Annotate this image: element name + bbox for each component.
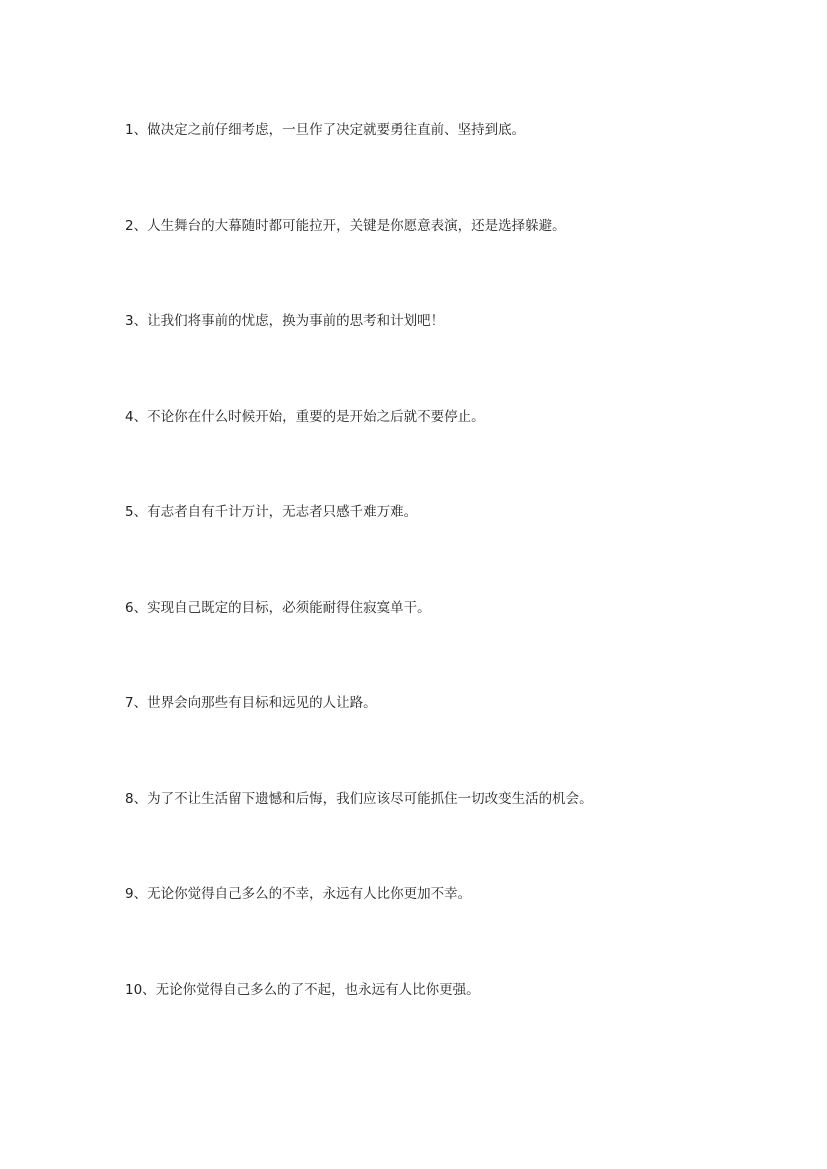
quote-list: [125, 118, 765, 1073]
quote-item-4: 4、不论你在什么时候开始，重要的是开始之后就不要停止。: [125, 408, 485, 425]
quote-item-2: 2、人生舞台的大幕随时都可能拉开，关键是你愿意表演，还是选择躲避。: [125, 217, 566, 234]
quote-item-1: 1、做决定之前仔细考虑，一旦作了决定就要勇往直前、坚持到底。: [125, 122, 526, 138]
quote-item-7: 7、世界会向那些有目标和远见的人让路。: [125, 695, 377, 711]
quote-item-9: 9、无论你觉得自己多么的不幸，永远有人比你更加不幸。: [125, 886, 472, 902]
quote-item-8: 8、为了不让生活留下遗憾和后悔，我们应该尽可能抓住一切改变生活的机会。: [125, 790, 593, 807]
quote-item-6: 6、实现自己既定的目标，必须能耐得住寂寞单干。: [125, 599, 431, 616]
quote-item-10: 10、无论你觉得自己多么的了不起，也永远有人比你更强。: [125, 981, 480, 998]
quote-item-5: 5、有志者自有千计万计，无志者只感千难万难。: [125, 504, 418, 520]
quote-item-3: 3、让我们将事前的忧虑，换为事前的思考和计划吧！: [125, 313, 445, 329]
